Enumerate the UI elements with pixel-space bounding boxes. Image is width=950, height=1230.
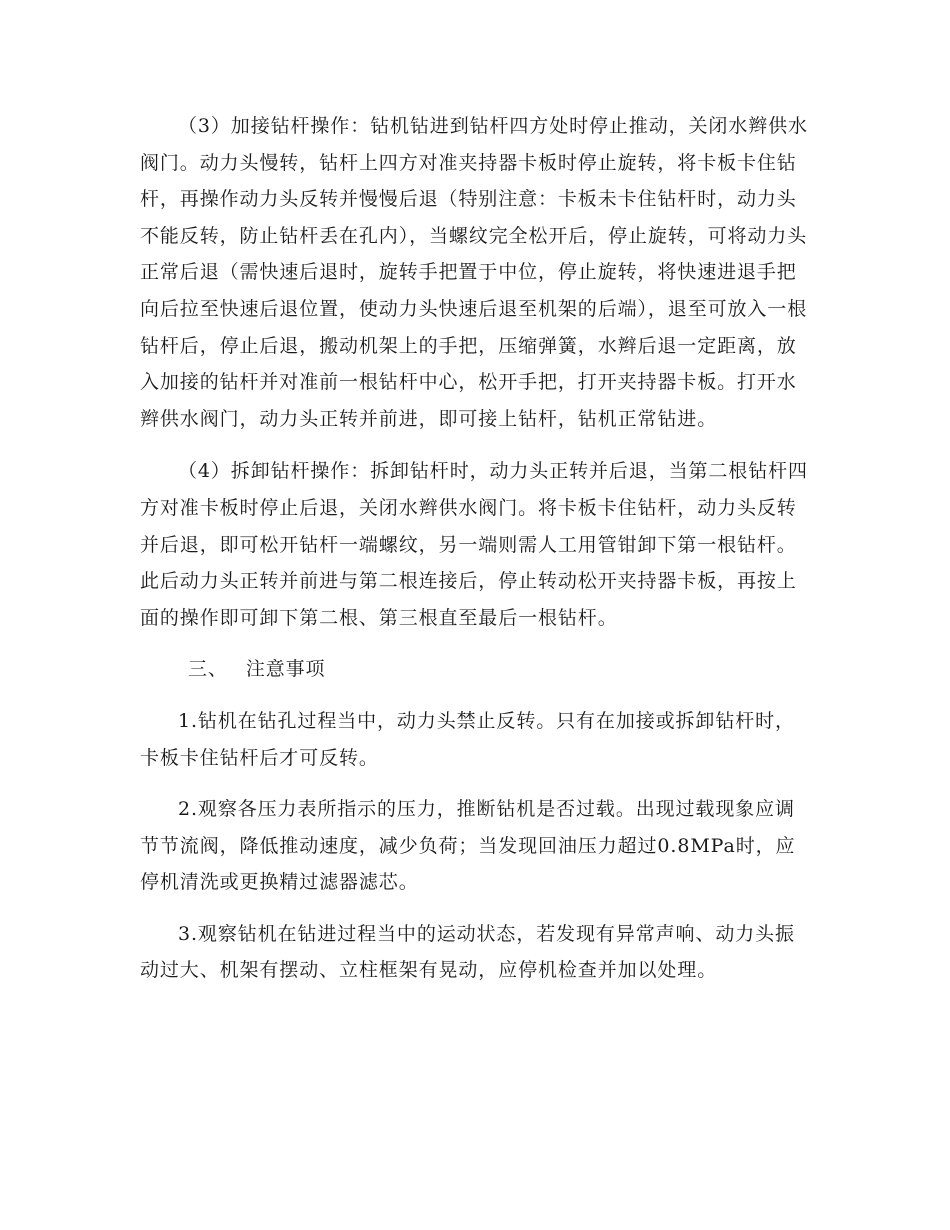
document-body: [140, 108, 808, 989]
note-item-3: 3.观察钻机在钻进过程当中的运动状态，若发现有异常声响、动力头振动过大、机架有摆动、立柱框架有晃动，应停机检查并加以处理。: [140, 922, 795, 982]
note-item-2: 2.观察各压力表所指示的压力，推断钻机是否过载。出现过载现象应调节节流阀，降低推动速度，减少负荷；当发现回油压力超过0.8MPa时，应停机清洗或更换精过滤器滤芯。: [140, 798, 796, 894]
section-heading-notes: [140, 651, 808, 688]
section-heading-number: 三、: [188, 658, 228, 681]
paragraph-add-drill-rod: （3）加接钻杆操作：钻机钻进到钻杆四方处时停止推动，关闭水辫供水阀门。动力头慢转，钻杆上四方对准夹持器卡板时停止旋转，将卡板卡住钻杆，再操作动力头反转并慢慢后退（特别注意：卡板未卡住钻杆时，动力头不能反转，防止钻杆丢在孔内），当螺纹完全松开后，停止旋转，可将动力头正常后退（需快速后退时，旋转手把置于中位，停止旋转，将快速进退手把向后拉至快速后退位置，使动力头快速后退至机架的后端），退至可放入一根钻杆后，停止后退，搬动机架上的手把，压缩弹簧，水辫后退一定距离，放入加接的钻杆并对准前一根钻杆中心，松开手把，打开夹持器卡板。打开水辫供水阀门，动力头正转并前进，即可接上钻杆，钻机正常钻进。: [140, 115, 808, 430]
section-heading-title: 注意事项: [245, 658, 326, 681]
note-item-1: 1.钻机在钻孔过程当中，动力头禁止反转。只有在加接或拆卸钻杆时，卡板卡住钻杆后才可反转。: [140, 709, 795, 769]
paragraph-remove-drill-rod: （4）拆卸钻杆操作：拆卸钻杆时，动力头正转并后退，当第二根钻杆四方对准卡板时停止后退，关闭水辫供水阀门。将卡板卡住钻杆，动力头反转并后退，即可松开钻杆一端螺纹，另一端则需人工用管钳卸下第一根钻杆。此后动力头正转并前进与第二根连接后，停止转动松开夹持器卡板，再按上面的操作即可卸下第二根、第三根直至最后一根钻杆。: [140, 460, 808, 629]
